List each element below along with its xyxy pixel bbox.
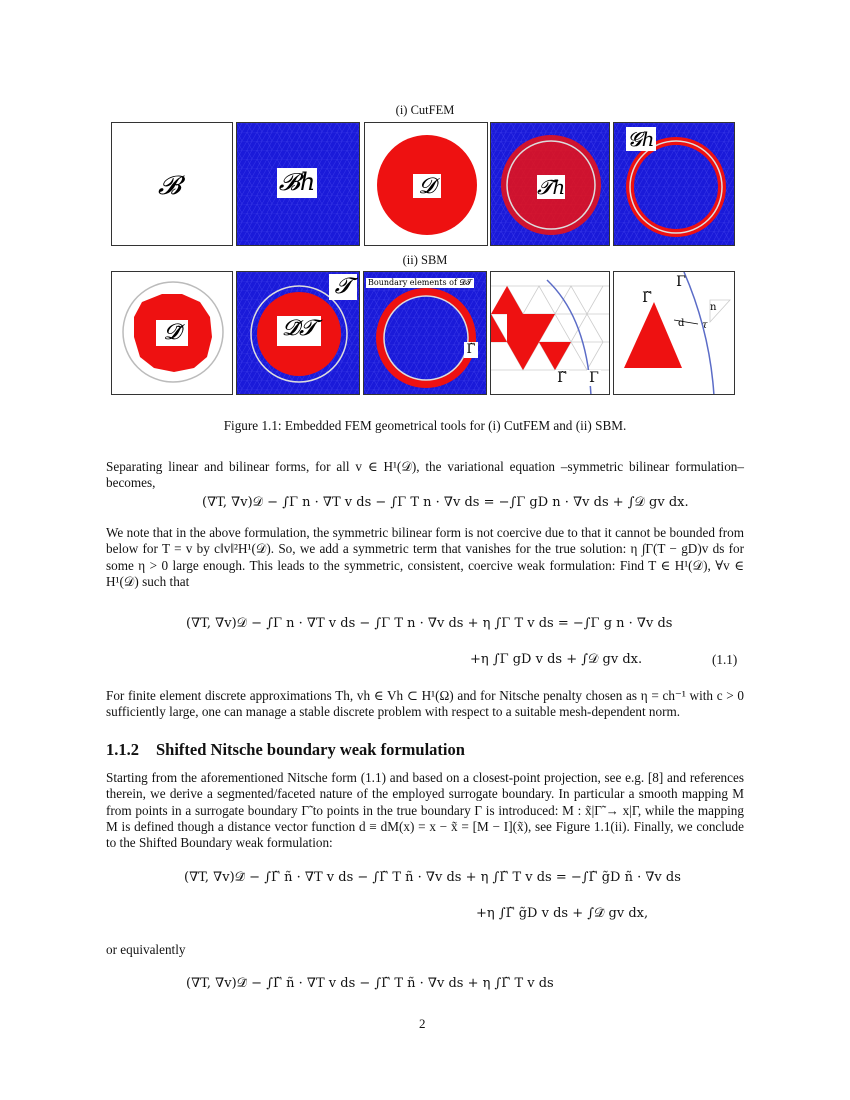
panel-label-d: 𝓓 — [413, 174, 441, 198]
paragraph-equivalently: or equivalently — [106, 942, 186, 957]
panel-triangles-zoom — [490, 271, 610, 395]
equation-number: (1.1) — [712, 652, 738, 667]
section-heading — [106, 740, 465, 760]
paragraph-coercive: We note that in the above formulation, the symmetric bilinear form is not coercive due to that it cannot be bounded from below for T = v by c‖v‖²H¹(𝒟). So, we add a symmetric term that vanishes for the true solution: η ∫Γ(T − gD)v ds for some η > 0 large enough. This leads to the symmetric, consistent, coercive weak formulation: Find T ∈ H¹(𝒟), ∀v ∈ H¹(𝒟) such that — [106, 525, 744, 589]
panel-label-boundary-elements: Boundary elements of 𝓓𝓣 — [368, 278, 472, 287]
panel-label-gamma-detail: Γ — [676, 274, 686, 290]
figure-row2-title: (ii) SBM — [402, 253, 448, 267]
panel-label-gh: 𝓖h — [627, 127, 655, 151]
panel-label-gamma-tilde-detail: Γ̃ — [642, 290, 652, 306]
equation-sbm-equivalent: (∇T, ∇v)𝒟̃ − ∫Γ̃ ñ · ∇T v ds − ∫Γ̃ T ñ · ∇v ds + η ∫Γ̃ T v ds — [186, 976, 554, 991]
panel-d-domain — [364, 122, 488, 246]
paragraph-intro: Separating linear and bilinear forms, for all v ∈ H¹(𝒟), the variational equation –symmetric bilinear formulation– becomes, — [106, 459, 744, 491]
panel-dt-mesh — [236, 271, 360, 395]
panel-label-gamma-tilde-zoom: Γ̃ — [555, 370, 569, 386]
figure-caption: Figure 1.1: Embedded FEM geometrical tools for (i) CutFEM and (ii) SBM. — [223, 418, 627, 433]
equation-nitsche-line1: (∇T, ∇v)𝒟 − ∫Γ n · ∇T v ds − ∫Γ T n · ∇v ds + η ∫Γ T v ds = −∫Γ g n · ∇v ds — [186, 616, 673, 631]
panel-label-tau: τ — [702, 320, 708, 331]
equation-bilinear: (∇T, ∇v)𝒟 − ∫Γ n · ∇T v ds − ∫Γ T n · ∇v ds = −∫Γ gD n · ∇v ds + ∫𝒟 gv dx. — [202, 495, 689, 510]
panel-distance-detail — [613, 271, 735, 395]
panel-label-dt: 𝓓̃𝓣 — [277, 316, 321, 346]
panel-label-normal: n — [710, 302, 717, 313]
page-number: 2 — [419, 1016, 426, 1031]
panel-b-domain — [111, 122, 233, 246]
section-title: Shifted Nitsche boundary weak formulation — [156, 740, 465, 759]
figure-row1-title: (i) CutFEM — [395, 103, 455, 117]
panel-label-t: 𝓣 — [329, 274, 357, 300]
panel-label-distance: d — [678, 318, 685, 329]
equation-nitsche-line2: +η ∫Γ gD v ds + ∫𝒟 gv dx. — [470, 652, 643, 667]
panel-gh-mesh — [613, 122, 735, 246]
distance-detail-svg — [614, 272, 735, 395]
panel-label-bh: 𝓑h — [278, 168, 316, 196]
equation-sbm-line2: +η ∫Γ̃ g̃D v ds + ∫𝒟̃ gv dx, — [476, 906, 649, 921]
paragraph-shifted: Starting from the aforementioned Nitsche form (1.1) and based on a closest-point projection, see e.g. [8] and references therein, we derive a segmented/faceted nature of the employed surrogate boundary. In particular a smooth mapping M from points in a surrogate boundary Γ̃ to points in the true boundary Γ is introduced: M : x̃|Γ̃ → x|Γ, while the mapping M is defined though a distance vector function d ≡ dM(x) = x − x̃ = [M − I](x̃), see Figure 1.1(ii). Finally, we conclude to the Shifted Boundary weak formulation: — [106, 770, 744, 851]
panel-label-gamma-tilde-small: Γ̃ — [464, 342, 478, 358]
panel-boundary-elements — [363, 271, 487, 395]
panel-bh-mesh — [236, 122, 360, 246]
paragraph-discrete: For finite element discrete approximations Th, vh ∈ Vh ⊂ H¹(Ω) and for Nitsche penalty chosen as η = ch⁻¹ with c > 0 sufficiently large, one can manage a stable discrete problem with respect to a suitable mesh-dependent norm. — [106, 688, 744, 720]
panel-label-b: 𝓑 — [158, 171, 181, 201]
panel-label-gamma-zoom: Γ — [587, 370, 601, 386]
equation-sbm-line1: (∇T, ∇v)𝒟̃ − ∫Γ̃ ñ · ∇T v ds − ∫Γ̃ T ñ · ∇v ds + η ∫Γ̃ T v ds = −∫Γ̃ g̃D ñ · ∇v ds — [184, 870, 681, 885]
panel-label-th: 𝓣h — [537, 175, 566, 199]
boundary-elements-svg — [364, 272, 487, 395]
section-number: 1.1.2 — [106, 740, 139, 759]
panel-th-mesh — [490, 122, 610, 246]
panel-label-d-tilde: 𝓓̃ — [156, 320, 188, 346]
panel-d-tilde — [111, 271, 233, 395]
